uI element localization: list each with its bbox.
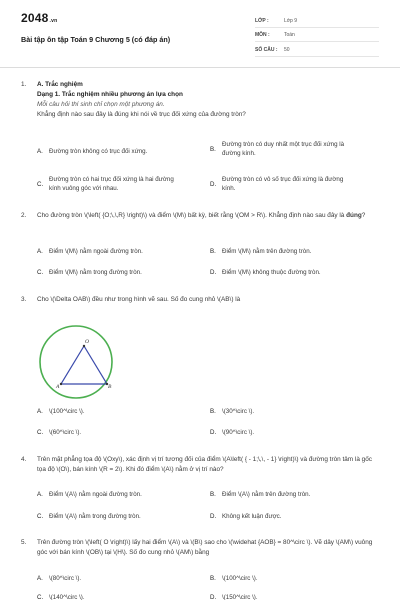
- side-oa: [61, 346, 84, 384]
- question-stem-end: ?: [361, 212, 366, 219]
- question-number: 4.: [21, 456, 27, 463]
- site-logo[interactable]: [21, 11, 57, 25]
- section-type: Dạng 1. Trắc nghiệm nhiều phương án lựa chọn: [37, 91, 183, 98]
- side-ob: [84, 346, 107, 384]
- geometry-diagram: [36, 322, 116, 402]
- logo-suffix: .vn: [49, 18, 58, 24]
- question-number: 5.: [21, 539, 27, 546]
- point-a: [60, 383, 62, 385]
- question-5: [21, 538, 381, 558]
- meta-class-key: LỚP :: [255, 18, 269, 24]
- section-note: Mỗi câu hỏi thí sinh chỉ chọn một phương án.: [37, 101, 165, 108]
- page-header: [0, 0, 400, 64]
- meta-class: [255, 16, 379, 28]
- question-stem: Trên mặt phẳng tọa độ \(Oxy\), xác định vị trí tương đối của điểm \(A\left( { - 1;\,\, - 1} \right)\) và đường tròn tâm là gốc tọa độ \(O\), bán kính \(R = 2\). Khi đó điểm \(A\) nằm ở vị trí nào?: [37, 456, 372, 473]
- question-number: 2.: [21, 212, 27, 219]
- triangle-circle-figure: [36, 322, 116, 402]
- question-number: 3.: [21, 296, 27, 303]
- question-stem: Trên đường tròn \(\left( O \right)\) lấy hai điểm \(A\) và \(B\) sao cho \(\widehat {AOB} = 80^\circ \). Vẽ dây \(AM\) vuông góc với bán kính \(OB\) tại \(H\). Số đo cung nhỏ \(AM\) bằng: [37, 539, 373, 556]
- question-stem-emphasis: đúng: [346, 212, 362, 219]
- question-stem: Cho \(\Delta OAB\) đều như trong hình vẽ sau. Số đo cung nhỏ \(AB\) là: [37, 296, 241, 303]
- question-1: [21, 80, 381, 120]
- question-stem: Khẳng định nào sau đây là đúng khi nói về trục đối xứng của đường tròn?: [37, 111, 246, 118]
- label-b: B: [108, 384, 112, 390]
- meta-class-value: Lớp 9: [284, 18, 298, 24]
- circle-outline: [40, 326, 112, 398]
- meta-subject-value: Toán: [284, 32, 295, 38]
- question-3: [21, 295, 381, 305]
- question-stem: Cho đường tròn \(\left( {O;\,\,R} \right)\) và điểm \(M\) bất kỳ, biết rằng \(OM > R\). Khẳng định nào sau đây là: [37, 212, 347, 219]
- meta-count-key: SỐ CÂU :: [255, 47, 278, 53]
- label-o: O: [85, 339, 89, 345]
- meta-subject: [255, 30, 379, 42]
- meta-subject-key: MÔN :: [255, 32, 270, 38]
- point-o: [83, 345, 85, 347]
- question-4: [21, 455, 381, 475]
- document-title: Bài tập ôn tập Toán 9 Chương 5 (có đáp án): [21, 35, 171, 44]
- logo-text: 2048: [21, 11, 49, 25]
- label-a: A: [56, 384, 60, 390]
- section-title: A. Trắc nghiệm: [37, 81, 83, 88]
- meta-count: [255, 45, 379, 57]
- meta-count-value: 50: [284, 47, 290, 53]
- header-divider: [0, 67, 400, 68]
- question-2: [21, 211, 381, 221]
- question-number: 1.: [21, 81, 27, 88]
